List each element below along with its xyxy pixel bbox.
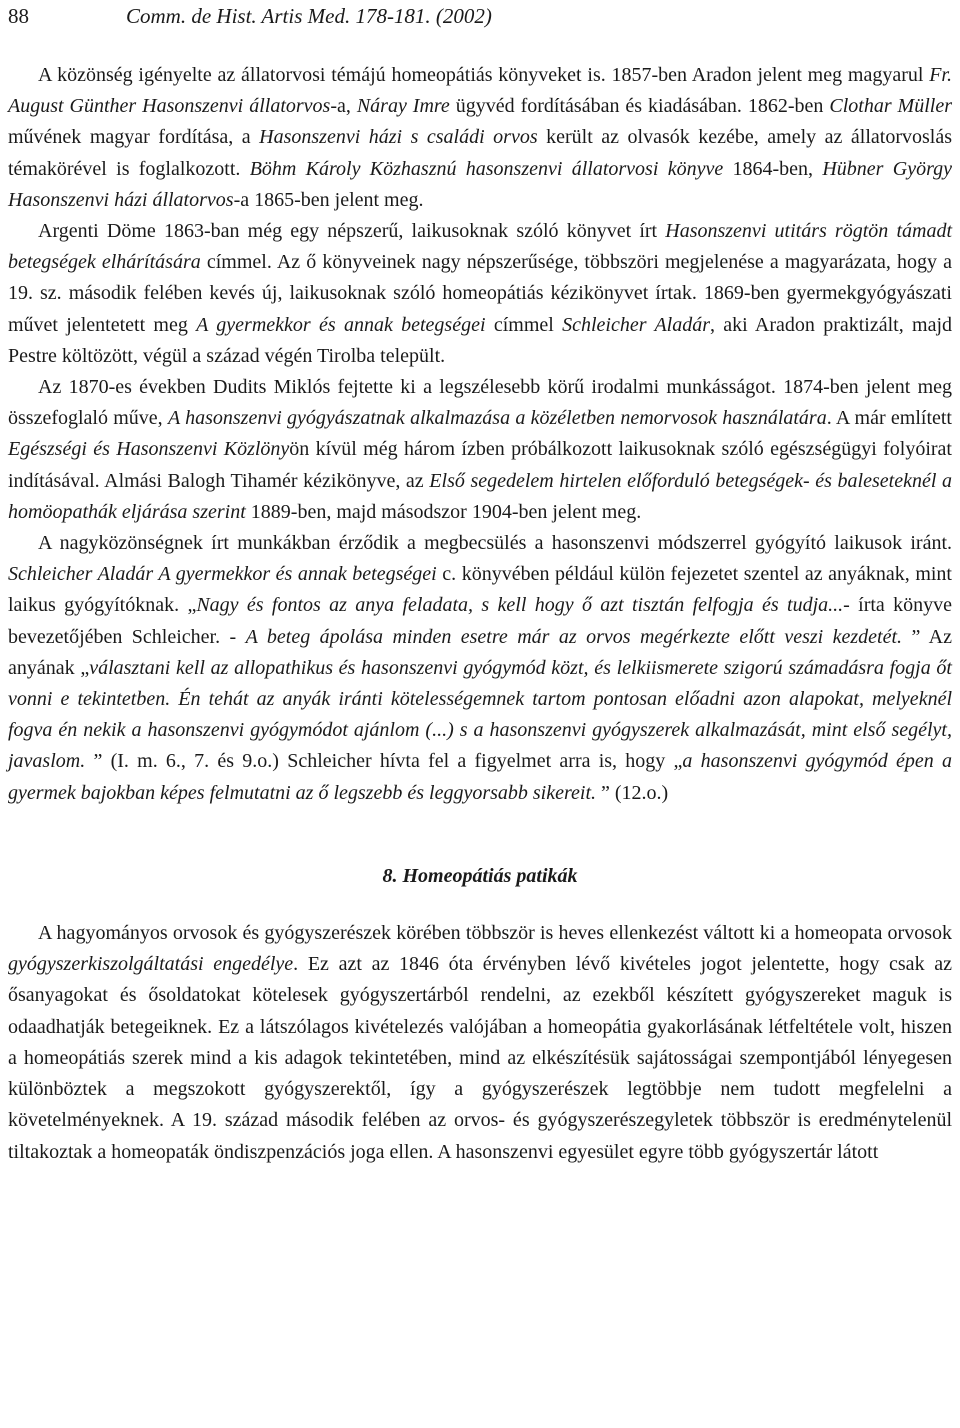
text-run: -a 1865-ben jelent meg. [233, 188, 424, 211]
paragraph [8, 216, 952, 372]
italic-text: Hübner György Hasonszenvi házi állatorvos [8, 157, 952, 211]
text-run: ” (I. m. 6., 7. és 9.o.) Schleicher hívta fel a figyelmet arra is, hogy „ [85, 750, 683, 773]
italic-text: Böhm Károly Közhasznú hasonszenvi állatorvosi könyve [249, 157, 724, 180]
section-paragraphs [8, 918, 952, 1168]
text-run: A közönség igényelte az állatorvosi témájú homeopátiás könyveket is. 1857-ben Aradon jelent meg magyarul [38, 64, 930, 86]
text-run: - írta könyve bevezetőjében Schleicher. - [8, 594, 953, 648]
text-run: Az 1870-es években Dudits Miklós fejtette ki a legszélesebb körű irodalmi munkásságot. 1874-ben jelent meg összefoglaló műve, [8, 376, 952, 430]
text-run: 1889-ben, majd másodszor 1904-ben jelent meg. [245, 500, 642, 523]
italic-text: A gyermekkor és annak betegségei [196, 313, 486, 336]
italic-text: választani kell az allopathikus és hasonszenvi gyógymód közt, és lelkiismerete szigorú számadásra fogja őt vonni e tekintetben. Én tehát az anyák iránti kötelességemnek tartom pontosan előadni azon alapokat, melyeknél fogva én nekik a hasonszenvi gyógymódot ajánlom (...) s a hasonszenvi gyógyszerek alkalmazását, mint első segélyt, javaslom. [8, 656, 952, 773]
paragraphs [8, 60, 952, 809]
paragraph [8, 372, 952, 528]
text-run: ügyvéd fordításában és kiadásában. 1862-ben [449, 95, 830, 118]
paragraph [8, 60, 952, 216]
text-run: művének magyar fordítása, a [8, 126, 260, 149]
italic-text: Hasonszenvi házi s családi orvos [259, 126, 538, 149]
italic-text: Első segedelem hirtelen előforduló betegségek- és baleseteknél a homöopathák eljárása szerint [8, 469, 952, 523]
italic-text: Náray Imre [356, 95, 450, 118]
italic-text: A beteg ápolása minden esetre már az orvos megérkezte előtt veszi kezdetét. [245, 625, 903, 648]
text-run: . A már említett [826, 407, 952, 430]
section-heading: 8. Homeopátiás patikák [382, 864, 578, 887]
italic-text: A hasonszenvi gyógyászatnak alkalmazása a közéletben nemorvosok használatára [167, 407, 827, 430]
italic-text: Fr. August Günther Hasonszenvi állatorvos [8, 64, 952, 118]
text-run: ” (12.o.) [596, 781, 669, 804]
body-text [8, 60, 952, 1168]
journal-citation: Comm. de Hist. Artis Med. 178-181. (2002) [126, 4, 492, 28]
italic-text: Nagy és fontos az anya feladata, s kell hogy ő azt tisztán felfogja és tudja... [196, 594, 844, 617]
text-run: c. könyvében például külön fejezetet szentel az anyáknak, mint laikus gyógyítóknak. „ [8, 563, 952, 617]
text-run: ” Az anyának „ [8, 625, 952, 679]
text-run: Argenti Döme 1863-ban még egy népszerű, laikusoknak szóló könyvet írt [38, 220, 666, 243]
italic-text: Schleicher Aladár [562, 313, 711, 336]
text-run: került az olvasók kezébe, amely az állatorvoslás témakörével is foglalkozott. [8, 126, 952, 180]
paragraph [8, 918, 952, 1168]
text-run: ön kívül még három ízben próbálkozott laikusoknak szóló egészségügyi folyóirat indításával. Almási Balogh Tihamér kézikönyve, az [8, 438, 952, 492]
paragraph [8, 528, 952, 809]
text-run: 1864-ben, [723, 157, 823, 180]
text-run: A hagyományos orvosok és gyógyszerészek körében többször is heves ellenkezést váltott ki a homeopata orvosok [38, 922, 952, 945]
text-run: A nagyközönségnek írt munkákban érződik a megbecsülés a hasonszenvi módszerrel gyógyító laikusok iránt. [38, 532, 952, 555]
text-run: , aki Aradon praktizált, majd Pestre költözött, végül a század végén Tirolba települt. [8, 313, 953, 367]
italic-text: Hasonszenvi utitárs rögtön támadt betegségek elhárítására [8, 220, 952, 274]
italic-text: Clothar Müller [829, 95, 952, 118]
text-run: -a, [330, 95, 357, 118]
running-header [8, 4, 952, 34]
text-run: címmel [485, 313, 563, 336]
text-run: . Ez azt az 1846 óta érvényben lévő kivételes jogot jelentette, hogy csak az ősanyagokat és ősoldatokat kötelesek gyógyszertárból rendelni, az ezekből készített gyógyszereket maguk is odaadhatják betegeiknek. Ez a látszólagos kivételezés valójában a homeopátia gyakorlásának létfeltétele volt, hiszen a homeopátiás szerek mind a kis adagok tekintetében, mind az elkészítésük sajátosságai szempontjából lényegesen különböztek a megszokott gyógyszerektől, így a gyógyszerészek legtöbbje nem tudott megfelelni a követelményeknek. A 19. század második felében az orvos- és gyógyszerészegyletek többször is eredménytelenül tiltakoztak a homeopaták öndiszpenzációs joga ellen. A hasonszenvi egyesület egyre több gyógyszertár látott [8, 953, 952, 1163]
text-run: címmel. Az ő könyveinek nagy népszerűsége, többszöri megjelenése a magyarázata, hogy a 19. sz. második felében kevés új, laikusoknak szóló homeopátiás kézikönyvet írtak. 1869-ben gyermekgyógyászati művet jelentetett meg [8, 251, 953, 336]
italic-text: Schleicher Aladár A gyermekkor és annak betegségei [8, 563, 437, 586]
italic-text: gyógyszerkiszolgáltatási engedélye [8, 953, 294, 976]
page-number: 88 [8, 4, 29, 28]
italic-text: a hasonszenvi gyógymód épen a gyermek bajokban képes felmutatni az ő legszebb és leggyorsabb sikereit. [8, 750, 952, 804]
italic-text: Egészségi és Hasonszenvi Közlöny [8, 438, 290, 461]
